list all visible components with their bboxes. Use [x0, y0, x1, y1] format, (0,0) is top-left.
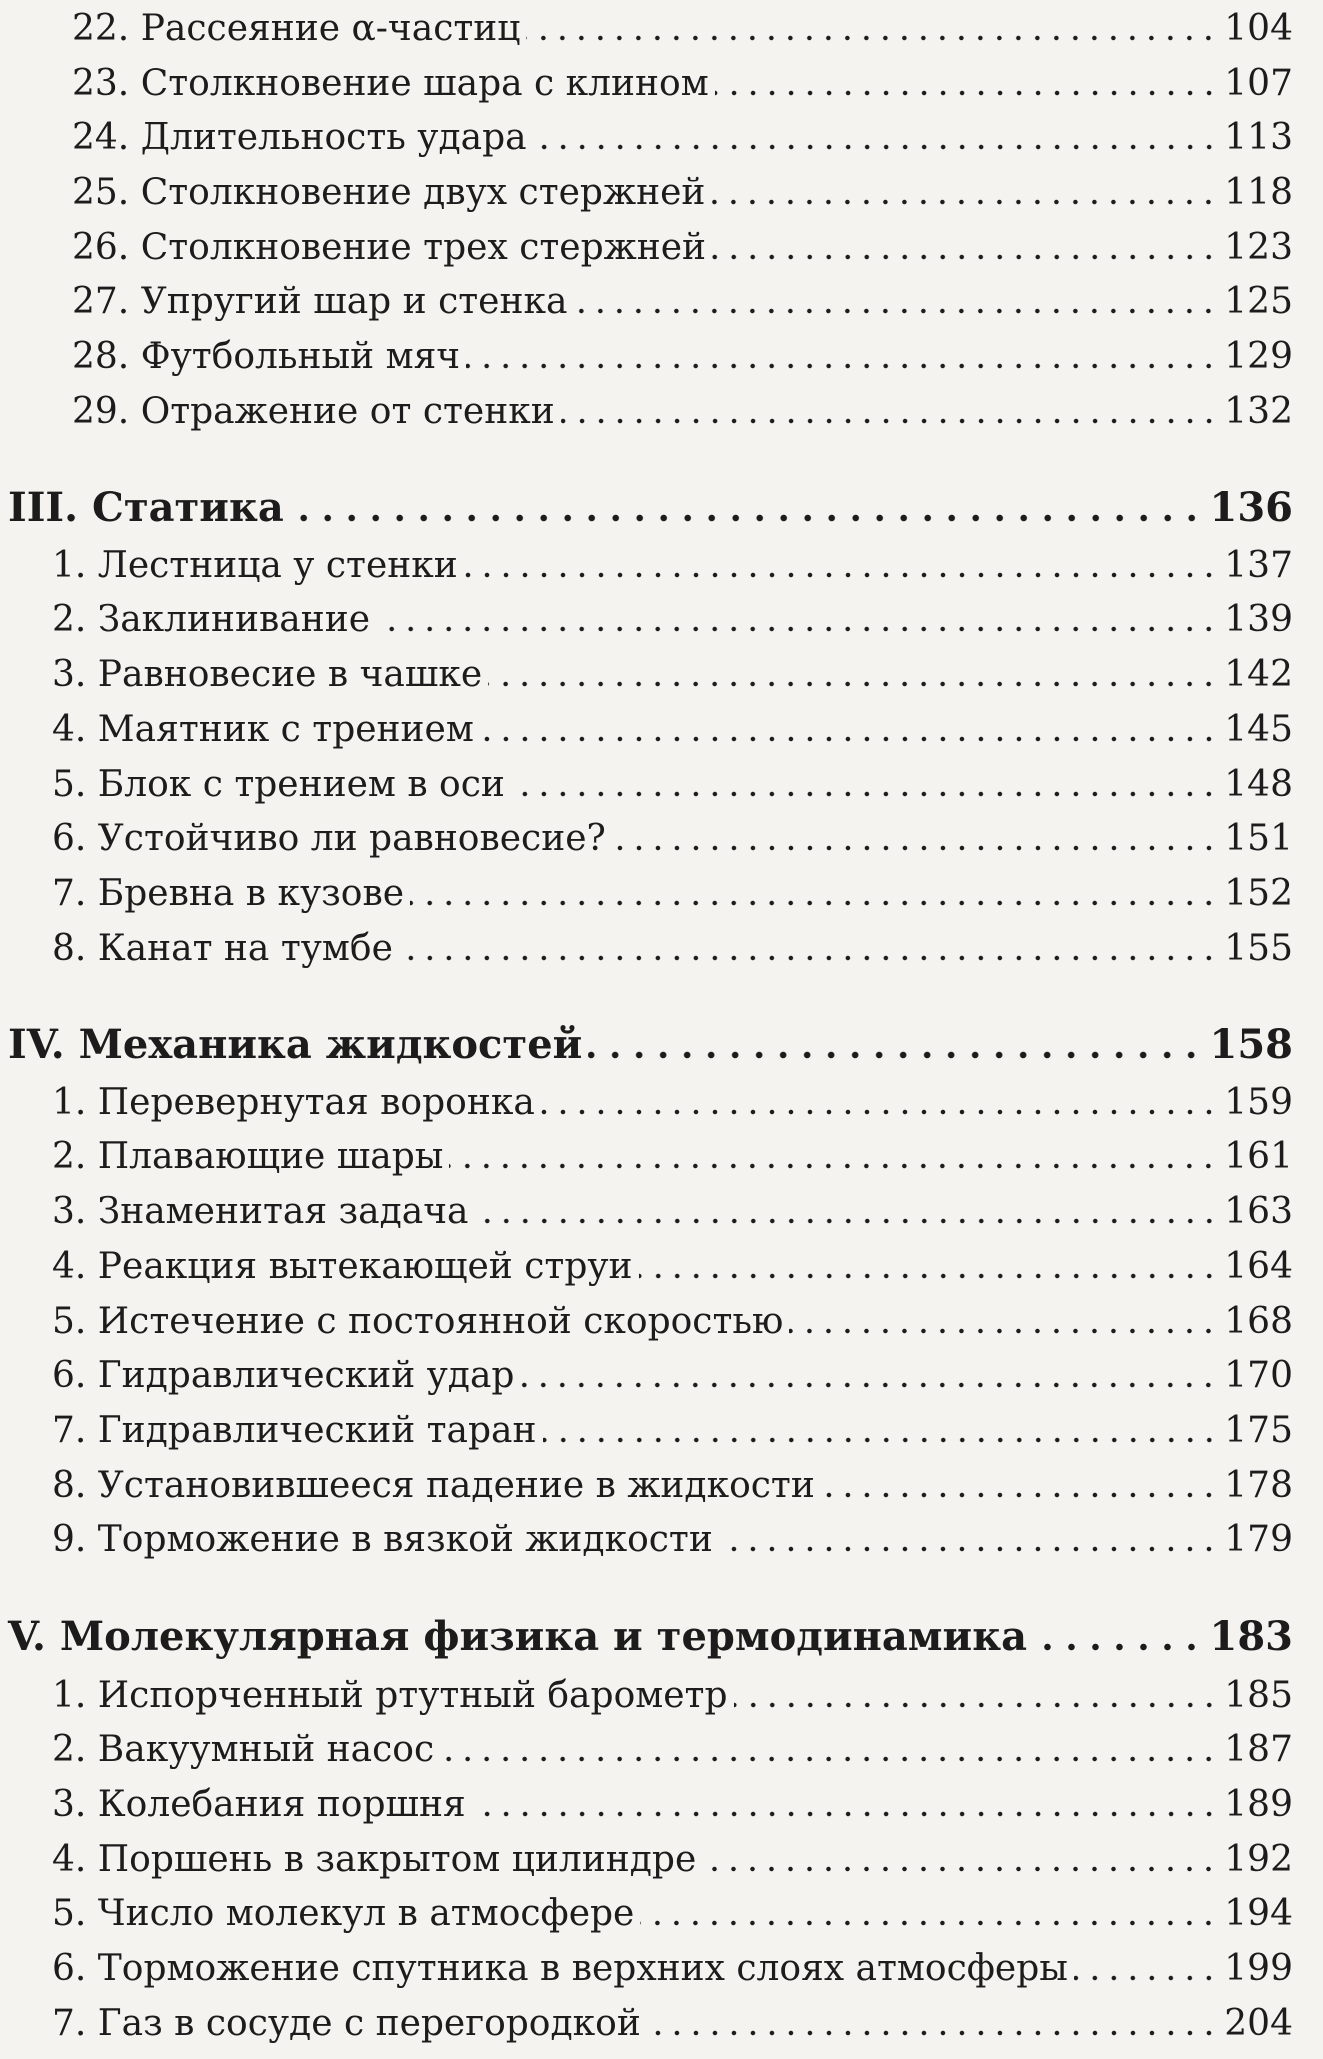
entry-title: 1. Перевернутая воронка	[52, 1082, 535, 1123]
entry-title: 7. Бревна в кузове	[52, 873, 405, 914]
dot-leader	[541, 1109, 1218, 1115]
page-number: 123	[1224, 227, 1293, 268]
page-number: 204	[1224, 2003, 1293, 2044]
dot-leader	[612, 845, 1218, 851]
page-number: 118	[1224, 172, 1293, 213]
toc-entry	[52, 1826, 1293, 1878]
page-number: 178	[1224, 1465, 1293, 1506]
page-number: 194	[1224, 1893, 1293, 1934]
toc-entry	[52, 1288, 1293, 1340]
toc-entry	[52, 805, 1293, 857]
chapter-title: IV. Механика жидкостей	[8, 1021, 583, 1068]
dot-leader	[561, 418, 1219, 424]
toc-entry	[52, 1935, 1293, 1987]
page-number: 199	[1224, 1948, 1293, 1989]
entry-title: 1. Испорченный ртутный барометр	[52, 1675, 728, 1716]
dot-leader	[573, 308, 1218, 314]
page-number: 129	[1224, 336, 1293, 377]
entry-title: 1. Лестница у стенки	[52, 545, 458, 586]
page-number: 132	[1224, 391, 1293, 432]
entry-title: 5. Блок с трением в оси	[52, 764, 505, 805]
entry-title: 3. Колебания поршня	[52, 1784, 466, 1825]
dot-leader	[464, 572, 1219, 578]
toc-entry	[52, 1233, 1293, 1285]
entry-title: 5. Число молекул в атмосфере	[52, 1893, 635, 1934]
page-number: 189	[1224, 1784, 1293, 1825]
entry-title: 26. Столкновение трех стержней	[72, 227, 707, 268]
toc-chapter-heading	[8, 1013, 1293, 1068]
page-number: 183	[1209, 1613, 1293, 1660]
page-number: 164	[1224, 1246, 1293, 1287]
toc-entry	[52, 1123, 1293, 1175]
toc-entry	[52, 915, 1293, 967]
page-number: 136	[1209, 484, 1293, 531]
page-number: 151	[1224, 818, 1293, 859]
toc-entry	[52, 1397, 1293, 1449]
entry-title: 22. Рассеяние α-частиц	[72, 8, 521, 49]
toc-entry	[52, 1880, 1293, 1932]
entry-title: 25. Столкновение двух стержней	[72, 172, 706, 213]
toc-entry	[72, 0, 1293, 47]
dot-leader	[480, 736, 1218, 742]
dot-leader	[821, 1492, 1218, 1498]
toc-entry	[52, 751, 1293, 803]
dot-leader	[640, 1920, 1218, 1926]
dot-leader	[1074, 1975, 1218, 1981]
entry-title: 7. Газ в сосуде с перегородкой	[52, 2003, 641, 2044]
page-number: 155	[1224, 928, 1293, 969]
entry-title: 6. Торможение спутника в верхних слоях атмосферы	[52, 1948, 1068, 1989]
page-number: 152	[1224, 873, 1293, 914]
dot-leader	[526, 35, 1218, 41]
dot-leader	[1033, 1643, 1203, 1651]
entry-title: 3. Равновесие в чашке	[52, 654, 483, 695]
toc-entry	[72, 214, 1293, 266]
dot-leader	[719, 1546, 1218, 1552]
page-number: 104	[1224, 8, 1293, 49]
toc-entry	[52, 532, 1293, 584]
page-number: 161	[1224, 1136, 1293, 1177]
dot-leader	[466, 363, 1218, 369]
dot-leader	[290, 514, 1204, 522]
dot-leader	[712, 254, 1218, 260]
dot-leader	[449, 1163, 1218, 1169]
dot-leader	[440, 1756, 1218, 1762]
entry-title: 7. Гидравлический таран	[52, 1410, 537, 1451]
entry-title: 4. Поршень в закрытом цилиндре	[52, 1839, 697, 1880]
toc-entry	[52, 1771, 1293, 1823]
entry-title: 2. Плавающие шары	[52, 1136, 444, 1177]
page-number: 148	[1224, 764, 1293, 805]
page-number: 142	[1224, 654, 1293, 695]
page-number: 185	[1224, 1675, 1293, 1716]
toc-entry	[52, 1990, 1293, 2042]
dot-leader	[711, 199, 1218, 205]
page-number: 170	[1224, 1355, 1293, 1396]
toc-entry	[52, 1178, 1293, 1230]
page-number: 113	[1224, 117, 1293, 158]
toc-entry	[72, 378, 1293, 430]
dot-leader	[472, 1811, 1219, 1817]
entry-title: 23. Столкновение шара с клином	[72, 63, 709, 104]
toc-entry	[72, 104, 1293, 156]
toc-entry	[52, 1506, 1293, 1558]
page-number: 187	[1224, 1729, 1293, 1770]
dot-leader	[533, 144, 1219, 150]
entry-title: 4. Маятник с трением	[52, 709, 474, 750]
toc-entry	[52, 641, 1293, 693]
entry-title: 5. Истечение с постоянной скоростью	[52, 1301, 784, 1342]
entry-title: 29. Отражение от стенки	[72, 391, 555, 432]
page-number: 125	[1224, 281, 1293, 322]
chapter-title: III. Статика	[8, 484, 284, 531]
dot-leader	[715, 90, 1219, 96]
entry-title: 27. Упругий шар и стенка	[72, 281, 568, 322]
dot-leader	[702, 1866, 1218, 1872]
page-number: 168	[1224, 1301, 1293, 1342]
dot-leader	[511, 791, 1218, 797]
entry-title: 8. Установившееся падение в жидкости	[52, 1465, 815, 1506]
toc-chapter-heading	[8, 476, 1293, 531]
entry-title: 24. Длительность удара	[72, 117, 527, 158]
dot-leader	[734, 1702, 1219, 1708]
dot-leader	[410, 900, 1218, 906]
entry-title: 2. Вакуумный насос	[52, 1729, 435, 1770]
toc-entry	[72, 268, 1293, 320]
dot-leader	[588, 1051, 1203, 1059]
toc-entry	[72, 323, 1293, 375]
toc-entry	[52, 1662, 1293, 1714]
page-number: 139	[1224, 599, 1293, 640]
page-number: 163	[1224, 1191, 1293, 1232]
toc-entry	[52, 1069, 1293, 1121]
dot-leader	[488, 681, 1218, 687]
entry-title: 28. Футбольный мяч	[72, 336, 461, 377]
toc-entry	[72, 159, 1293, 211]
entry-title: 8. Канат на тумбе	[52, 928, 393, 969]
toc-entry	[72, 50, 1293, 102]
page-number: 158	[1209, 1021, 1293, 1068]
toc-chapter-heading	[8, 1605, 1293, 1660]
dot-leader	[789, 1328, 1218, 1334]
toc-entry	[52, 860, 1293, 912]
page-number: 179	[1224, 1519, 1293, 1560]
page-number: 175	[1224, 1410, 1293, 1451]
entry-title: 9. Торможение в вязкой жидкости	[52, 1519, 713, 1560]
dot-leader	[647, 2030, 1218, 2036]
toc-entry	[52, 586, 1293, 638]
entry-title: 6. Устойчиво ли равновесие?	[52, 818, 606, 859]
dot-leader	[399, 955, 1218, 961]
entry-title: 3. Знаменитая задача	[52, 1191, 469, 1232]
dot-leader	[543, 1437, 1219, 1443]
dot-leader	[520, 1382, 1218, 1388]
entry-title: 4. Реакция вытекающей струи	[52, 1246, 633, 1287]
dot-leader	[376, 626, 1218, 632]
toc-entry	[52, 1716, 1293, 1768]
chapter-title: V. Молекулярная физика и термодинамика	[8, 1613, 1028, 1660]
entry-title: 2. Заклинивание	[52, 599, 371, 640]
entry-title: 6. Гидравлический удар	[52, 1355, 515, 1396]
toc-entry	[52, 1342, 1293, 1394]
page-number: 107	[1224, 63, 1293, 104]
toc-entry	[52, 1452, 1293, 1504]
page-number: 137	[1224, 545, 1293, 586]
page-number: 159	[1224, 1082, 1293, 1123]
dot-leader	[639, 1273, 1219, 1279]
toc-entry	[52, 696, 1293, 748]
dot-leader	[475, 1218, 1219, 1224]
page-number: 192	[1224, 1839, 1293, 1880]
page-number: 145	[1224, 709, 1293, 750]
